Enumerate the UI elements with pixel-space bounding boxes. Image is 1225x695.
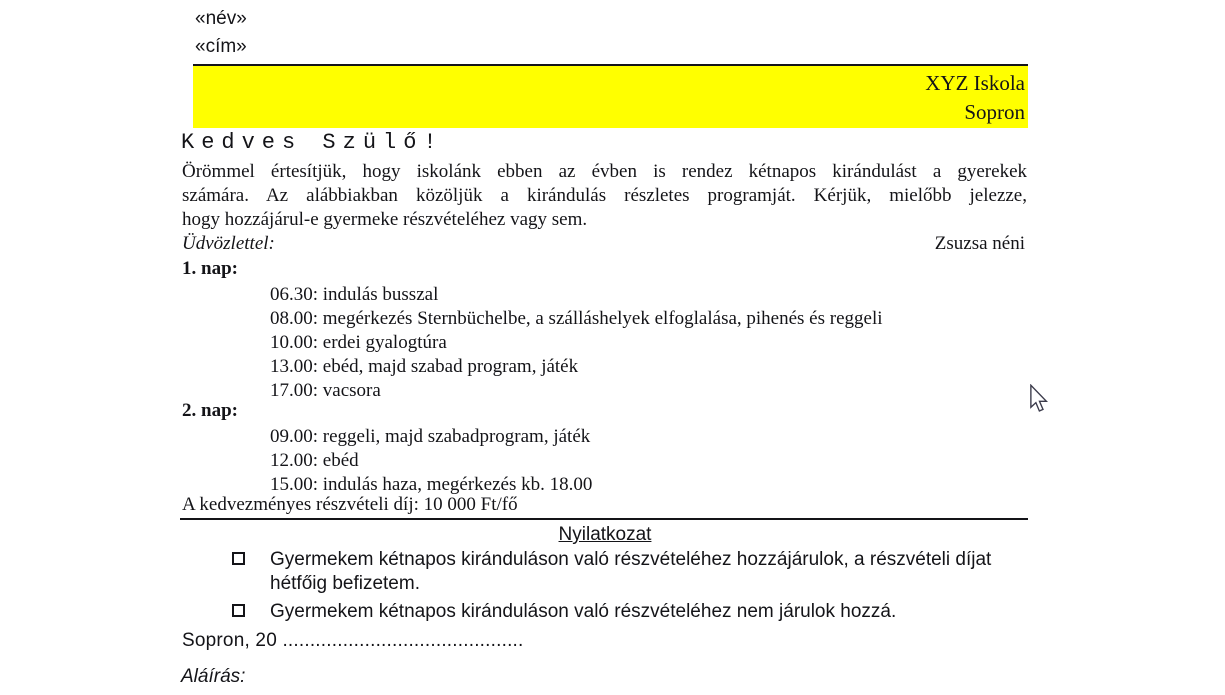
intro-paragraph	[182, 160, 1027, 232]
declaration-title: Nyilatkozat	[558, 524, 652, 545]
recipient-address-placeholder: «cím»	[195, 36, 247, 57]
recipient-name-placeholder: «név»	[195, 8, 247, 29]
checkbox-icon[interactable]	[232, 552, 245, 565]
schedule-item: 17.00: vacsora	[270, 380, 381, 401]
intro-line: Örömmel értesítjük, hogy iskolánk ebben az évben is rendez kétnapos kirándulást a gyerekek	[182, 161, 1027, 182]
schedule-item: 08.00: megérkezés Sternbüchelbe, a szálláshelyek elfoglalása, pihenés és reggeli	[270, 308, 883, 329]
salutation: Kedves Szülő!	[181, 130, 444, 155]
signature-label: Aláírás:	[181, 666, 246, 687]
day-1-schedule	[270, 283, 883, 403]
schedule-item: 06.30: indulás busszal	[270, 284, 439, 305]
schedule-item: 15.00: indulás haza, megérkezés kb. 18.00	[270, 474, 593, 495]
schedule-item: 10.00: erdei gyalogtúra	[270, 332, 447, 353]
day-2-heading: 2. nap:	[182, 400, 238, 421]
teacher-name: Zsuzsa néni	[934, 233, 1025, 254]
checkbox-icon[interactable]	[232, 604, 245, 617]
schedule-item: 12.00: ebéd	[270, 450, 359, 471]
intro-line: számára. Az alábbiakban közöljük a kirándulás részletes programját. Kérjük, mielőbb jelezze,	[182, 185, 1027, 206]
school-name: XYZ Iskola	[925, 71, 1025, 95]
schedule-item: 09.00: reggeli, majd szabadprogram, játék	[270, 426, 591, 447]
price-line: A kedvezményes részvételi díj: 10 000 Ft/fő	[182, 494, 518, 515]
header-highlight	[193, 64, 1028, 128]
recipient-block	[195, 5, 247, 61]
schedule-item: 13.00: ebéd, majd szabad program, játék	[270, 356, 579, 377]
option-label: Gyermekem kétnapos kiránduláson való részvételéhez nem járulok hozzá.	[270, 601, 897, 622]
declaration-options	[182, 548, 1028, 629]
separator-line	[180, 518, 1028, 520]
school-city: Sopron	[964, 100, 1025, 124]
mouse-cursor-icon	[1028, 384, 1050, 414]
day-1-heading: 1. nap:	[182, 258, 238, 279]
declaration-option-decline	[182, 600, 1028, 624]
option-label: Gyermekem kétnapos kiránduláson való részvételéhez hozzájárulok, a részvételi díjat hétfőig befizetem.	[270, 549, 992, 594]
closing-row	[182, 233, 1025, 255]
day-2-schedule	[270, 425, 592, 497]
intro-line: hogy hozzájárul-e gyermeke részvételéhez vagy sem.	[182, 209, 588, 230]
date-line: Sopron, 20 ............................................	[182, 630, 524, 651]
declaration-option-agree	[182, 548, 1028, 595]
regards-label: Üdvözlettel:	[182, 233, 275, 254]
